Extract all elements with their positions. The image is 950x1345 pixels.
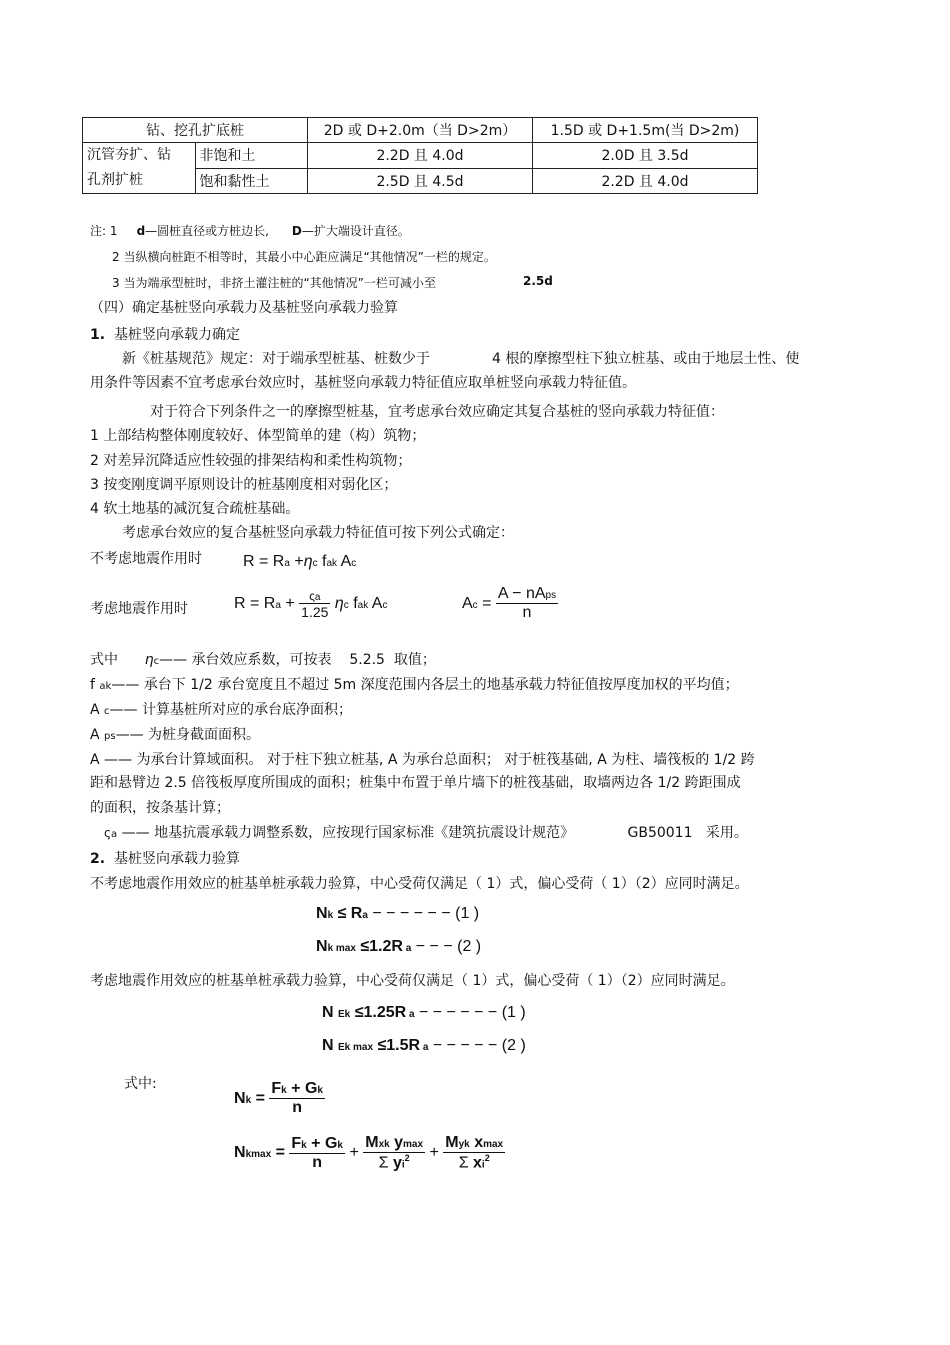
- definition-a-line1: A —— 为承台计算域面积。 对于柱下独立桩基, A 为承台总面积； 对于桩筏基础, A 为柱、墙筏板的 1/2 跨: [90, 752, 755, 768]
- paragraph-line: 不考虑地震作用效应的桩基单桩承载力验算，中心受荷仅满足（ 1）式，偏心受荷（ 1）（2）应同时满足。: [90, 876, 749, 892]
- note-1: 注: 1 d—圆桩直径或方桩边长, D—扩大端设计直径。: [90, 224, 410, 238]
- list-item: 1 上部结构整体刚度较好、体型简单的建（构）筑物；: [90, 428, 426, 444]
- table-cell: 饱和黏性土: [195, 168, 308, 194]
- definition-eta: 式中 ηc—— 承台效应系数，可按表 5.2.5 取值；: [90, 652, 436, 668]
- note-2: 2 当纵横向桩距不相等时，其最小中心距应满足“其他情况”一栏的规定。: [112, 250, 496, 264]
- definition-a-line2: 距和悬臂边 2.5 倍筏板厚度所围成的面积；桩集中布置于单片墙下的桩筏基础，取墙两边各 1/2 跨距围成: [90, 775, 741, 791]
- definition-fak: f ak—— 承台下 1/2 承台宽度且不超过 5m 深度范围内各层土的地基承载力特征值按厚度加权的平均值；: [90, 677, 739, 693]
- formula-nkmax: Nkmax = $\frac{Fk + Gk}{n}$ + $\frac{\text{Mxk ymax}}{\Sigma yi^2}$ + $\frac{\text{Myk xmax}}{\Sigma xi^2}$: [234, 1134, 504, 1172]
- spacing-table: [82, 117, 758, 194]
- list-item: 3 按变刚度调平原则设计的桩基刚度相对弱化区；: [90, 477, 398, 493]
- list-item: 2 对差异沉降适应性较强的排架结构和柔性构筑物；: [90, 453, 412, 469]
- paragraph-line: 新《桩基规范》规定：对于端承型桩基、桩数少于: [122, 351, 430, 367]
- equation-3: N Ek ≤1.25R a − − − − − − (1 ): [322, 1004, 526, 1021]
- table-row: [83, 143, 758, 169]
- formula-ac: Ac = $\frac{\text{A − nAps}}{n}$: [462, 585, 557, 621]
- table-cell: [83, 143, 196, 194]
- table-row: [83, 118, 758, 143]
- table-cell: 2D 或 D+2.0m（当 D>2m）: [308, 118, 533, 143]
- paragraph-line: 用条件等因素不宜考虑承台效应时，基桩竖向承载力特征值应取单桩竖向承载力特征值。: [90, 375, 636, 391]
- note-3: 3 当为端承型桩时，非挤土灌注桩的“其他情况”一栏可减小至 2.5d: [112, 274, 553, 290]
- table-cell: 2.0D 且 3.5d: [533, 143, 758, 169]
- equation-4: N Ek max ≤1.5R a − − − − − (2 ): [322, 1037, 526, 1054]
- group-label-line2: 孔剂扩桩: [87, 172, 143, 188]
- paragraph-line: 对于符合下列条件之一的摩擦型桩基，宜考虑承台效应确定其复合基桩的竖向承载力特征值：: [150, 404, 724, 420]
- table-cell: 非饱和土: [195, 143, 308, 169]
- table-cell: 钻、挖孔扩底桩: [83, 118, 308, 143]
- list-item: 4 软土地基的减沉复合疏桩基础。: [90, 501, 300, 517]
- equation-2: Nk max ≤1.2R a − − − (2 ): [316, 938, 482, 955]
- subsection-heading: 2. 基桩竖向承载力验算: [90, 851, 240, 867]
- formula-no-seismic: R = Ra +ηc fak Ac: [243, 553, 357, 570]
- paragraph-line: 考虑地震作用效应的桩基单桩承载力验算，中心受荷仅满足（ 1）式，偏心受荷（ 1）（2）应同时满足。: [90, 973, 735, 989]
- formula-label: 不考虑地震作用时: [90, 551, 202, 567]
- definition-ac: A c—— 计算基桩所对应的承台底净面积；: [90, 702, 352, 718]
- table-cell: 2.5D 且 4.5d: [308, 168, 533, 194]
- formula-seismic: R = Ra + $\frac{\varsigma a}{1.25}$ ηc fak Ac: [234, 589, 388, 620]
- table-cell: 1.5D 或 D+1.5m(当 D>2m): [533, 118, 758, 143]
- definition-a-line3: 的面积，按条基计算；: [90, 800, 230, 816]
- section-heading: （四）确定基桩竖向承载力及基桩竖向承载力验算: [90, 300, 398, 316]
- table-cell: 2.2D 且 4.0d: [308, 143, 533, 169]
- definition-aps: A ps—— 为桩身截面面积。: [90, 727, 261, 743]
- equation-1: Nk ≤ Ra − − − − − − (1 ): [316, 905, 480, 922]
- paragraph-line: 考虑承台效应的复合基桩竖向承载力特征值可按下列公式确定：: [122, 525, 514, 541]
- formula-nk: Nk = $\frac{Fk + Gk}{n}$: [234, 1080, 323, 1116]
- definition-zeta: ςa —— 地基抗震承载力调整系数，应按现行国家标准《建筑抗震设计规范》 GB50011 采用。: [104, 825, 748, 841]
- where-label: 式中:: [124, 1076, 157, 1092]
- subsection-heading: 1. 基桩竖向承载力确定: [90, 327, 240, 343]
- table-cell: 2.2D 且 4.0d: [533, 168, 758, 194]
- paragraph-line: 4 根的摩擦型柱下独立桩基、或由于地层土性、使: [492, 351, 800, 367]
- group-label-line1: 沉管夯扩、钻: [87, 147, 171, 163]
- formula-label: 考虑地震作用时: [90, 601, 188, 617]
